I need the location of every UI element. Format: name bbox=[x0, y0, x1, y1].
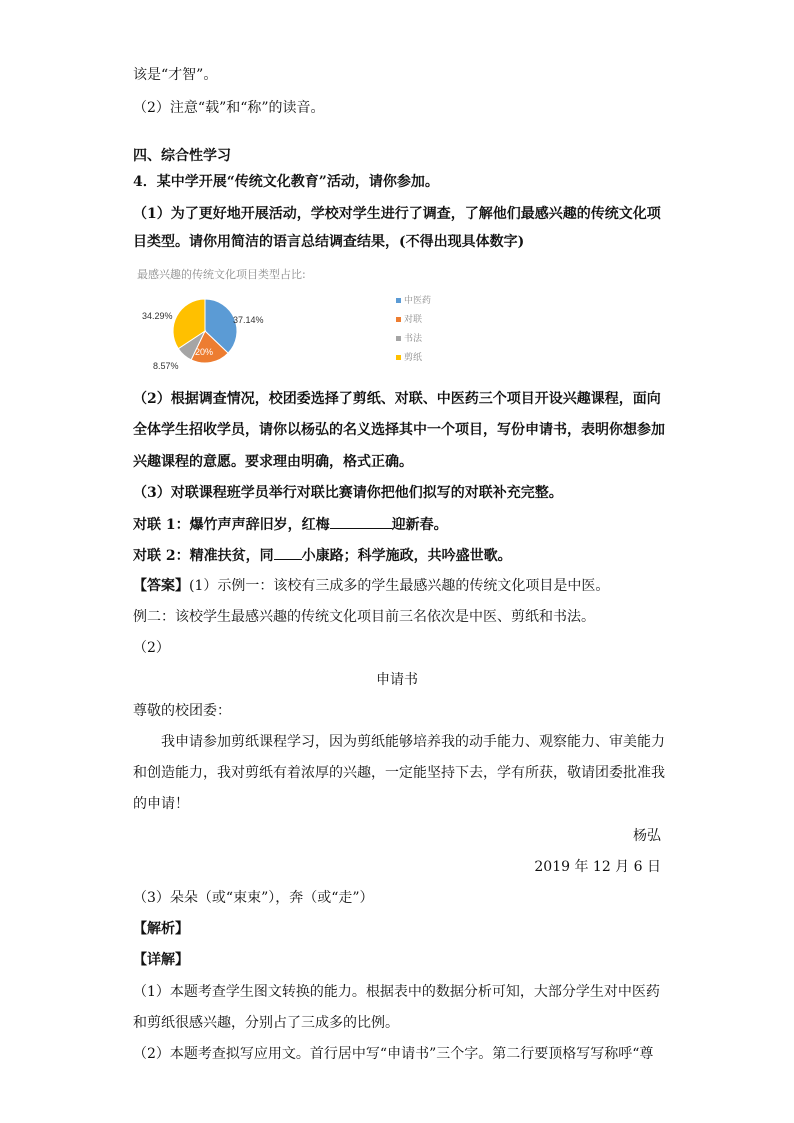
legend-label: 中医药 bbox=[404, 296, 432, 306]
data-label: 8.57% bbox=[153, 361, 179, 371]
legend-label: 书法 bbox=[404, 334, 423, 344]
text-line: （2） bbox=[133, 640, 170, 656]
letter-body: 的申请！ bbox=[133, 796, 189, 812]
pie-chart-svg bbox=[133, 262, 463, 378]
text-line: （3）朵朵（或“束束”），奔（或“走”） bbox=[133, 890, 374, 906]
legend-label: 对联 bbox=[404, 315, 423, 325]
text-line: （2）根据调查情况，校团委选择了剪纸、对联、中医药三个项目开设兴趣课程，面向 bbox=[133, 391, 661, 407]
text-span: 对联 1：爆竹声声辞旧岁，红梅 bbox=[133, 517, 330, 533]
letter-body: 和创造能力，我对剪纸有着浓厚的兴趣，一定能坚持下去，学有所获，敬请团委批准我 bbox=[133, 765, 665, 781]
text-span: (1）示例一：该校有三成多的学生最感兴趣的传统文化项目是中医。 bbox=[189, 578, 610, 594]
analysis-tag: 【解析】 bbox=[133, 921, 189, 937]
text-line: 全体学生招收学员，请你以杨弘的名义选择其中一个项目，写份申请书，表明你想参加 bbox=[133, 422, 665, 438]
legend-swatch bbox=[396, 298, 401, 303]
question-title: 4．某中学开展“传统文化教育”活动，请你参加。 bbox=[133, 174, 439, 190]
couplet-2 bbox=[133, 545, 512, 566]
legend-swatch bbox=[396, 355, 401, 360]
pie-chart bbox=[133, 262, 463, 378]
text-line: （2）注意“载”和“称”的读音。 bbox=[133, 100, 325, 116]
legend-label: 剪纸 bbox=[404, 353, 423, 363]
text-line: （1）为了更好地开展活动，学校对学生进行了调查，了解他们最感兴趣的传统文化项 bbox=[133, 206, 661, 222]
data-label: 37.14% bbox=[233, 315, 264, 325]
text-span: 对联 2：精准扶贫，同 bbox=[133, 548, 274, 564]
letter-body: 我申请参加剪纸课程学习，因为剪纸能够培养我的动手能力、观察能力、审美能力 bbox=[161, 734, 665, 750]
answer-blank bbox=[274, 545, 302, 560]
data-label: 34.29% bbox=[142, 311, 173, 321]
letter-date: 2019 年 12 月 6 日 bbox=[534, 859, 661, 875]
chart-title: 最感兴趣的传统文化项目类型占比: bbox=[137, 268, 306, 281]
letter-title: 申请书 bbox=[376, 672, 418, 688]
detail-tag: 【详解】 bbox=[133, 952, 189, 968]
text-line: （2）本题考查拟写应用文。首行居中写“申请书”三个字。第二行要顶格写写称呼“尊 bbox=[133, 1046, 654, 1062]
legend-swatch bbox=[396, 317, 401, 322]
text-line: 和剪纸很感兴趣，分别占了三成多的比例。 bbox=[133, 1015, 399, 1031]
text-line: （1）本题考查学生图文转换的能力。根据表中的数据分析可知，大部分学生对中医药 bbox=[133, 984, 660, 1000]
legend-swatch bbox=[396, 336, 401, 341]
text-span: 迎新春。 bbox=[391, 517, 448, 533]
answer-blank bbox=[330, 514, 392, 529]
text-line: （3）对联课程班学员举行对联比赛请你把他们拟写的对联补充完整。 bbox=[133, 485, 563, 501]
section-heading: 四、综合性学习 bbox=[133, 148, 231, 164]
answer-tag: 【答案】 bbox=[133, 578, 189, 594]
data-label: 20% bbox=[194, 347, 214, 357]
letter-salutation: 尊敬的校团委： bbox=[133, 703, 231, 719]
couplet-1 bbox=[133, 514, 448, 535]
text-line: 该是“才智”。 bbox=[133, 67, 218, 83]
answer-line bbox=[133, 576, 609, 596]
text-line: 兴趣课程的意愿。要求理由明确，格式正确。 bbox=[133, 454, 413, 470]
text-line: 目类型。请你用简洁的语言总结调查结果，(不得出现具体数字) bbox=[133, 234, 525, 250]
letter-signer: 杨弘 bbox=[633, 828, 661, 844]
text-span: 小康路；科学施政，共吟盛世歌。 bbox=[301, 548, 512, 564]
text-line: 例二：该校学生最感兴趣的传统文化项目前三名依次是中医、剪纸和书法。 bbox=[133, 609, 595, 625]
